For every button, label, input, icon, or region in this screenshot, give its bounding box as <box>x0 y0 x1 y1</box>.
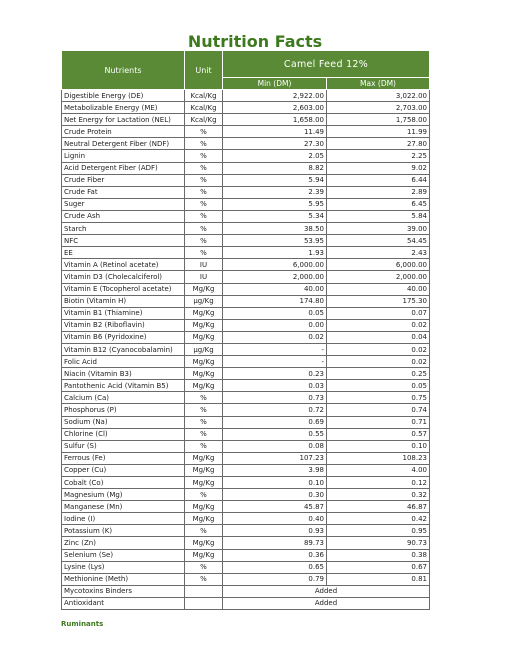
max-value: 2.25 <box>327 150 430 162</box>
max-value: 6.44 <box>327 174 430 186</box>
nutrient-name: Net Energy for Lactation (NEL) <box>62 114 185 126</box>
unit-cell: Mg/Kg <box>185 368 223 380</box>
unit-cell: Mg/Kg <box>185 356 223 368</box>
feed-header: Camel Feed 12% <box>223 51 430 78</box>
nutrient-name: Ferrous (Fe) <box>62 452 185 464</box>
unit-cell: Mg/Kg <box>185 452 223 464</box>
min-value: 5.95 <box>223 198 327 210</box>
unit-cell: % <box>185 126 223 138</box>
max-value: 0.32 <box>327 489 430 501</box>
max-value: 40.00 <box>327 283 430 295</box>
table-row <box>62 150 430 162</box>
nutrient-name: Crude Protein <box>62 126 185 138</box>
max-value: 0.12 <box>327 477 430 489</box>
min-value: 0.65 <box>223 561 327 573</box>
nutrient-name: Crude Fat <box>62 186 185 198</box>
nutrient-name: Vitamin B6 (Pyridoxine) <box>62 331 185 343</box>
unit-cell: Mg/Kg <box>185 464 223 476</box>
nutrients-header: Nutrients <box>62 51 185 90</box>
min-value: 0.40 <box>223 513 327 525</box>
table-row <box>62 223 430 235</box>
min-value: 40.00 <box>223 283 327 295</box>
nutrient-name: Manganese (Mn) <box>62 501 185 513</box>
table-row <box>62 561 430 573</box>
table-row <box>62 585 430 597</box>
nutrient-name: Vitamin E (Tocopherol acetate) <box>62 283 185 295</box>
max-value: 0.02 <box>327 319 430 331</box>
additive-name: Mycotoxins Binders <box>62 585 185 597</box>
min-value: 5.34 <box>223 210 327 222</box>
table-row <box>62 416 430 428</box>
footer-label: Ruminants <box>61 620 104 628</box>
max-value: 0.81 <box>327 573 430 585</box>
unit-cell <box>185 585 223 597</box>
page-title: Nutrition Facts <box>187 32 323 51</box>
min-value: 2,000.00 <box>223 271 327 283</box>
nutrient-name: Methionine (Meth) <box>62 573 185 585</box>
unit-cell: µg/Kg <box>185 295 223 307</box>
table-row <box>62 162 430 174</box>
unit-cell <box>185 597 223 609</box>
min-value: 0.69 <box>223 416 327 428</box>
max-value: 0.74 <box>327 404 430 416</box>
max-value: 0.71 <box>327 416 430 428</box>
additive-name: Antioxidant <box>62 597 185 609</box>
unit-cell: % <box>185 138 223 150</box>
additive-value: Added <box>223 597 430 609</box>
min-value: 5.94 <box>223 174 327 186</box>
table-row <box>62 331 430 343</box>
max-value: 90.73 <box>327 537 430 549</box>
min-value: 2,922.00 <box>223 90 327 102</box>
nutrient-name: Crude Fiber <box>62 174 185 186</box>
min-value: 0.55 <box>223 428 327 440</box>
nutrient-name: Suger <box>62 198 185 210</box>
table-row <box>62 186 430 198</box>
min-value: 8.82 <box>223 162 327 174</box>
nutrient-name: Pantothenic Acid (Vitamin B5) <box>62 380 185 392</box>
table-row <box>62 573 430 585</box>
table-row <box>62 440 430 452</box>
unit-cell: % <box>185 223 223 235</box>
unit-cell: IU <box>185 259 223 271</box>
nutrient-name: Metabolizable Energy (ME) <box>62 102 185 114</box>
nutrient-name: Chlorine (Cl) <box>62 428 185 440</box>
table-row <box>62 210 430 222</box>
min-value: 53.95 <box>223 235 327 247</box>
table-row <box>62 549 430 561</box>
min-value: 1,658.00 <box>223 114 327 126</box>
table-row <box>62 174 430 186</box>
nutrient-name: Vitamin D3 (Cholecalciferol) <box>62 271 185 283</box>
nutrient-name: Biotin (Vitamin H) <box>62 295 185 307</box>
min-value: 0.73 <box>223 392 327 404</box>
table-row <box>62 404 430 416</box>
min-value: 0.23 <box>223 368 327 380</box>
min-value: 1.93 <box>223 247 327 259</box>
max-header: Max (DM) <box>327 78 430 90</box>
nutrient-name: Lignin <box>62 150 185 162</box>
table-row <box>62 295 430 307</box>
nutrient-name: Sulfur (S) <box>62 440 185 452</box>
unit-cell: Mg/Kg <box>185 537 223 549</box>
table-row <box>62 343 430 355</box>
max-value: 108.23 <box>327 452 430 464</box>
nutrient-name: Iodine (I) <box>62 513 185 525</box>
table-row <box>62 138 430 150</box>
max-value: 0.67 <box>327 561 430 573</box>
nutrient-name: Cobalt (Co) <box>62 477 185 489</box>
table-row <box>62 597 430 609</box>
max-value: 175.30 <box>327 295 430 307</box>
nutrient-name: Vitamin B2 (Riboflavin) <box>62 319 185 331</box>
unit-cell: % <box>185 416 223 428</box>
nutrition-table <box>61 50 430 610</box>
max-value: 11.99 <box>327 126 430 138</box>
max-value: 0.57 <box>327 428 430 440</box>
max-value: 6,000.00 <box>327 259 430 271</box>
unit-cell: % <box>185 489 223 501</box>
unit-cell: Kcal/Kg <box>185 90 223 102</box>
min-value: 0.10 <box>223 477 327 489</box>
min-value: 0.30 <box>223 489 327 501</box>
unit-cell: % <box>185 440 223 452</box>
unit-cell: % <box>185 247 223 259</box>
unit-cell: % <box>185 186 223 198</box>
unit-cell: % <box>185 561 223 573</box>
table-row <box>62 102 430 114</box>
nutrient-name: Magnesium (Mg) <box>62 489 185 501</box>
unit-cell: Mg/Kg <box>185 380 223 392</box>
max-value: 27.80 <box>327 138 430 150</box>
max-value: 0.07 <box>327 307 430 319</box>
max-value: 0.75 <box>327 392 430 404</box>
max-value: 2.89 <box>327 186 430 198</box>
unit-cell: % <box>185 210 223 222</box>
unit-cell: % <box>185 150 223 162</box>
nutrient-name: Folic Acid <box>62 356 185 368</box>
nutrient-name: Sodium (Na) <box>62 416 185 428</box>
max-value: 54.45 <box>327 235 430 247</box>
max-value: 6.45 <box>327 198 430 210</box>
nutrient-name: Vitamin B1 (Thiamine) <box>62 307 185 319</box>
min-value: 2.39 <box>223 186 327 198</box>
table-row <box>62 271 430 283</box>
table-row <box>62 319 430 331</box>
max-value: 2,000.00 <box>327 271 430 283</box>
nutrient-name: Crude Ash <box>62 210 185 222</box>
max-value: 46.87 <box>327 501 430 513</box>
unit-cell: % <box>185 198 223 210</box>
table-row <box>62 198 430 210</box>
min-value: - <box>223 343 327 355</box>
max-value: 0.38 <box>327 549 430 561</box>
unit-cell: µg/Kg <box>185 343 223 355</box>
min-value: 45.87 <box>223 501 327 513</box>
unit-cell: % <box>185 162 223 174</box>
nutrient-name: Potassium (K) <box>62 525 185 537</box>
nutrient-name: Lysine (Lys) <box>62 561 185 573</box>
additive-value: Added <box>223 585 430 597</box>
min-value: 3.98 <box>223 464 327 476</box>
unit-cell: % <box>185 392 223 404</box>
min-value: 0.00 <box>223 319 327 331</box>
max-value: 5.84 <box>327 210 430 222</box>
min-value: 11.49 <box>223 126 327 138</box>
unit-cell: Mg/Kg <box>185 331 223 343</box>
min-header: Min (DM) <box>223 78 327 90</box>
nutrient-name: Niacin (Vitamin B3) <box>62 368 185 380</box>
nutrient-name: Neutral Detergent Fiber (NDF) <box>62 138 185 150</box>
nutrient-name: Digestible Energy (DE) <box>62 90 185 102</box>
table-row <box>62 247 430 259</box>
min-value: - <box>223 356 327 368</box>
unit-cell: % <box>185 404 223 416</box>
max-value: 0.02 <box>327 343 430 355</box>
max-value: 2.43 <box>327 247 430 259</box>
table-row <box>62 392 430 404</box>
unit-cell: Kcal/Kg <box>185 114 223 126</box>
nutrient-name: Zinc (Zn) <box>62 537 185 549</box>
max-value: 1,758.00 <box>327 114 430 126</box>
table-row <box>62 126 430 138</box>
table-row <box>62 307 430 319</box>
min-value: 0.72 <box>223 404 327 416</box>
table-row <box>62 513 430 525</box>
max-value: 0.10 <box>327 440 430 452</box>
min-value: 89.73 <box>223 537 327 549</box>
unit-cell: Mg/Kg <box>185 307 223 319</box>
min-value: 0.93 <box>223 525 327 537</box>
min-value: 27.30 <box>223 138 327 150</box>
table-row <box>62 259 430 271</box>
table-row <box>62 90 430 102</box>
max-value: 0.02 <box>327 356 430 368</box>
nutrient-name: Selenium (Se) <box>62 549 185 561</box>
nutrient-name: Starch <box>62 223 185 235</box>
max-value: 0.05 <box>327 380 430 392</box>
table-row <box>62 537 430 549</box>
unit-cell: IU <box>185 271 223 283</box>
max-value: 0.25 <box>327 368 430 380</box>
nutrient-name: NFC <box>62 235 185 247</box>
nutrient-name: Copper (Cu) <box>62 464 185 476</box>
min-value: 0.03 <box>223 380 327 392</box>
max-value: 0.42 <box>327 513 430 525</box>
unit-cell: % <box>185 235 223 247</box>
min-value: 174.80 <box>223 295 327 307</box>
nutrient-name: Acid Detergent Fiber (ADF) <box>62 162 185 174</box>
unit-cell: Mg/Kg <box>185 549 223 561</box>
max-value: 3,022.00 <box>327 90 430 102</box>
unit-header: Unit <box>185 51 223 90</box>
min-value: 38.50 <box>223 223 327 235</box>
unit-cell: % <box>185 573 223 585</box>
unit-cell: % <box>185 525 223 537</box>
table-row <box>62 380 430 392</box>
table-row <box>62 235 430 247</box>
max-value: 39.00 <box>327 223 430 235</box>
table-row <box>62 464 430 476</box>
table-row <box>62 489 430 501</box>
max-value: 0.95 <box>327 525 430 537</box>
max-value: 4.00 <box>327 464 430 476</box>
table-body <box>62 90 430 610</box>
unit-cell: Mg/Kg <box>185 513 223 525</box>
min-value: 0.02 <box>223 331 327 343</box>
table-row <box>62 356 430 368</box>
unit-cell: Mg/Kg <box>185 319 223 331</box>
nutrient-name: Phosphorus (P) <box>62 404 185 416</box>
table-row <box>62 477 430 489</box>
unit-cell: Mg/Kg <box>185 283 223 295</box>
table-row <box>62 525 430 537</box>
table-row <box>62 368 430 380</box>
table-row <box>62 114 430 126</box>
max-value: 2,703.00 <box>327 102 430 114</box>
nutrient-name: Vitamin A (Retinol acetate) <box>62 259 185 271</box>
min-value: 0.05 <box>223 307 327 319</box>
nutrient-name: Vitamin B12 (Cyanocobalamin) <box>62 343 185 355</box>
unit-cell: Mg/Kg <box>185 501 223 513</box>
nutrient-name: EE <box>62 247 185 259</box>
min-value: 107.23 <box>223 452 327 464</box>
unit-cell: % <box>185 428 223 440</box>
min-value: 0.36 <box>223 549 327 561</box>
table-row <box>62 428 430 440</box>
unit-cell: % <box>185 174 223 186</box>
table-header <box>62 51 430 90</box>
max-value: 0.04 <box>327 331 430 343</box>
table-row <box>62 283 430 295</box>
min-value: 2.05 <box>223 150 327 162</box>
table-row <box>62 452 430 464</box>
min-value: 6,000.00 <box>223 259 327 271</box>
min-value: 0.08 <box>223 440 327 452</box>
table-row <box>62 501 430 513</box>
min-value: 0.79 <box>223 573 327 585</box>
max-value: 9.02 <box>327 162 430 174</box>
unit-cell: Mg/Kg <box>185 477 223 489</box>
unit-cell: Kcal/Kg <box>185 102 223 114</box>
nutrient-name: Calcium (Ca) <box>62 392 185 404</box>
min-value: 2,603.00 <box>223 102 327 114</box>
